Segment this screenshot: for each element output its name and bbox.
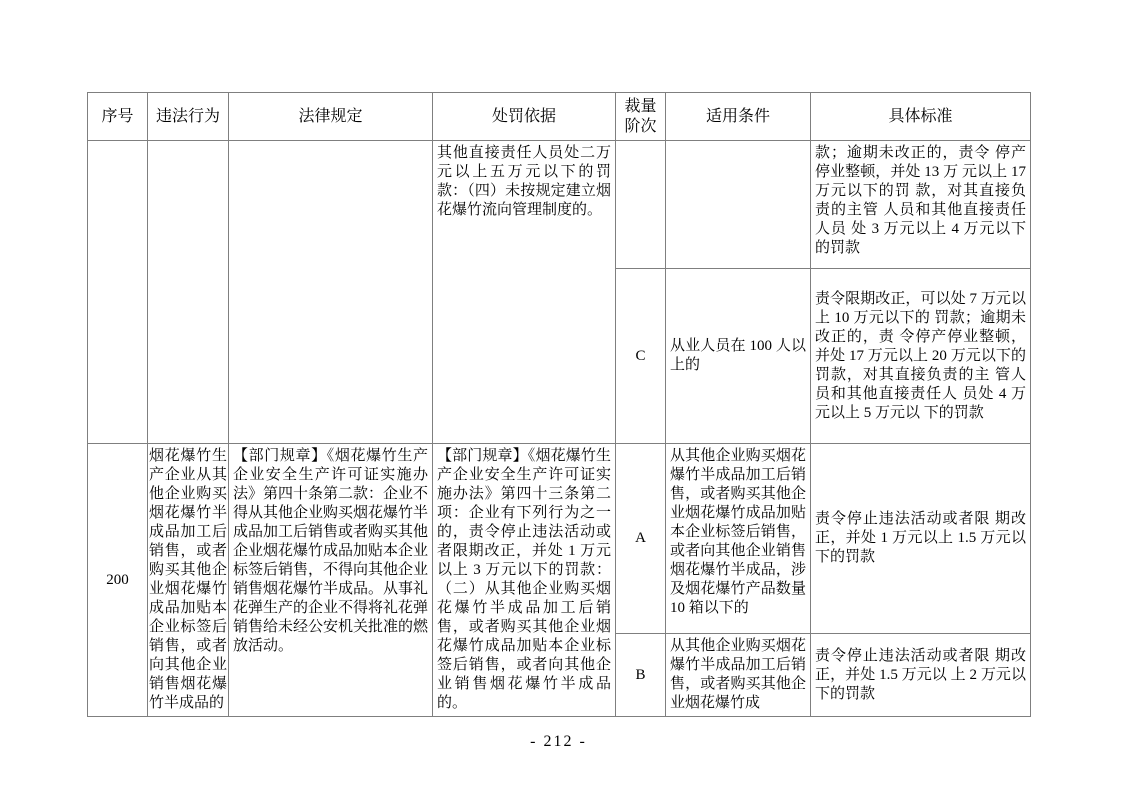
cell-applicable-condition-2a: 从其他企业购买烟花爆竹半成品加工后销售，或者购买其他企业烟花爆竹成品加贴本企业标签后销售，或者向其他企业销售烟花爆竹半成品，涉及烟花爆竹产品数量 10 箱以下的 (666, 444, 811, 634)
header-illegal-behavior: 违法行为 (148, 93, 229, 141)
cell-illegal-behavior-2: 烟花爆竹生产企业从其他企业购买烟花爆竹半成品加工后销售，或者购买其他企业烟花爆竹成品加贴本企业标签后销售，或者向其他企业销售烟花爆竹半成品的 (148, 444, 229, 717)
cell-specific-standard-1b: 责令限期改正，可以处 7 万元以上 10 万元以下的 罚款；逾期未改正的，责 令停产停业整顿，并处 17 万元以上 20 万元以下的 罚款，对其直接负责的主 管人员和其他直接责任人 员处 4 万元以上 5 万元以 下的罚款 (811, 269, 1031, 444)
cell-discretion-level-2b: B (616, 634, 666, 717)
cell-illegal-behavior-1 (148, 141, 229, 444)
table-row (88, 141, 1031, 269)
cell-specific-standard-2a: 责令停止违法活动或者限 期改正，并处 1 万元以上 1.5 万元以下的罚款 (811, 444, 1031, 634)
cell-penalty-basis-2: 【部门规章】《烟花爆竹生产企业安全生产许可证实施办法》第四十三条第二项：企业有下列行为之一的，责令停止违法活动或者限期改正，并处 1 万元以上 3 万元以下的罚款：（二）从其他企业购买烟花爆竹半成品加工后销售，或者购买其他企业烟花爆竹成品加贴本企业标签后销售，或者向其他企业销售烟花爆竹半成品的。 (433, 444, 616, 717)
cell-discretion-level-1a (616, 141, 666, 269)
header-specific-standard: 具体标准 (811, 93, 1031, 141)
penalty-discretion-table (87, 92, 1031, 717)
cell-discretion-level-1b: C (616, 269, 666, 444)
page-number: - 212 - (530, 733, 587, 750)
table-header-row (88, 93, 1031, 141)
cell-legal-provision-2: 【部门规章】《烟花爆竹生产企业安全生产许可证实施办法》第四十条第二款：企业不得从其他企业购买烟花爆竹半成品加工后销售或者购买其他企业烟花爆竹成品加贴本企业标签后销售，不得向其他企业销售烟花爆竹半成品。从事礼花弹生产的企业不得将礼花弹销售给未经公安机关批准的燃放活动。 (229, 444, 433, 717)
cell-serial-number-1 (88, 141, 148, 444)
header-penalty-basis: 处罚依据 (433, 93, 616, 141)
header-applicable-condition: 适用条件 (666, 93, 811, 141)
cell-applicable-condition-1a (666, 141, 811, 269)
cell-applicable-condition-1b: 从业人员在 100 人以上的 (666, 269, 811, 444)
cell-applicable-condition-2b: 从其他企业购买烟花爆竹半成品加工后销售，或者购买其他企业烟花爆竹成 (666, 634, 811, 717)
cell-specific-standard-2b: 责令停止违法活动或者限 期改正，并处 1.5 万元以 上 2 万元以下的罚款 (811, 634, 1031, 717)
table-row (88, 444, 1031, 634)
cell-legal-provision-1 (229, 141, 433, 444)
cell-serial-number-2: 200 (88, 444, 148, 717)
header-serial-number: 序号 (88, 93, 148, 141)
cell-specific-standard-1a: 款；逾期未改正的，责令 停产停业整顿，并处 13 万 元以上 17 万元以下的罚 款，对其直接负责的主管 人员和其他直接责任人员 处 3 万元以上 4 万元以下 的罚款 (811, 141, 1031, 269)
cell-penalty-basis-1: 其他直接责任人员处二万元以上五万元以下的罚款：（四）未按规定建立烟花爆竹流向管理制度的。 (433, 141, 616, 444)
header-legal-provision: 法律规定 (229, 93, 433, 141)
cell-discretion-level-2a: A (616, 444, 666, 634)
header-discretion-level: 裁量阶次 (616, 93, 666, 141)
